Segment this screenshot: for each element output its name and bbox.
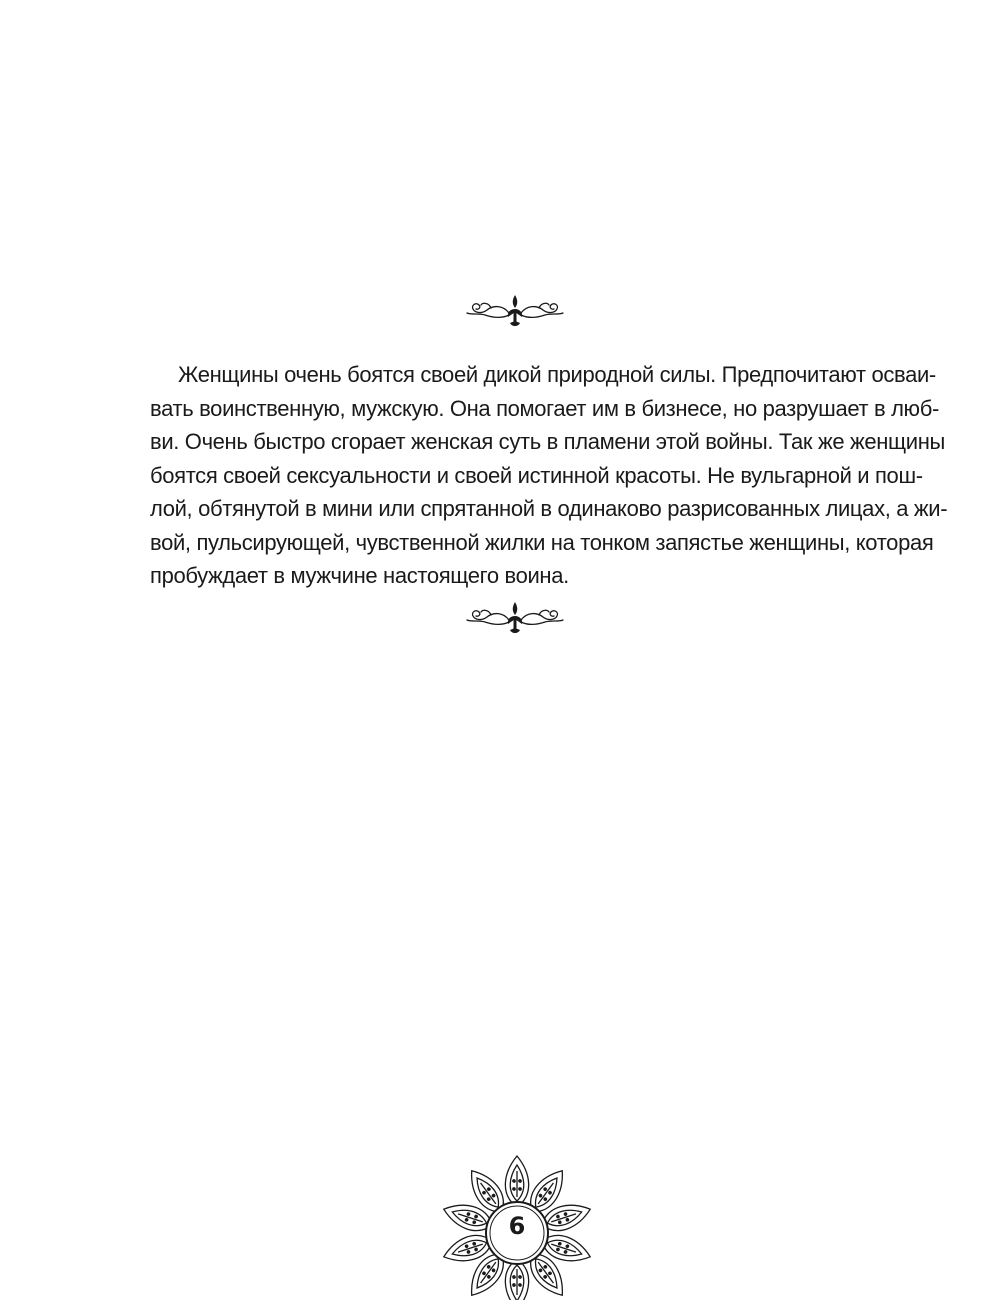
text-line: вой, пульсирующей, чувственной жилки на тонком запястье женщины, которая <box>150 529 934 555</box>
text-line: ви. Очень быстро сгорает женская суть в пламени этой войны. Так же женщины <box>150 429 945 454</box>
text-line: вать воинственную, мужскую. Она помогает им в бизнесе, но разрушает в люб- <box>150 395 939 421</box>
text-line: Женщины очень боятся своей дикой природной силы. Предпочитают осваи- <box>178 362 936 387</box>
flower-petal <box>505 1259 528 1300</box>
flourish-divider-icon <box>463 291 567 331</box>
flourish-divider-icon <box>463 598 567 638</box>
page-number: 6 <box>508 1212 526 1240</box>
text-line: пробуждает в мужчине настоящего воина. <box>150 563 569 588</box>
text-line: боятся своей сексуальности и своей истинной красоты. Не вульгарной и пош- <box>150 462 923 488</box>
flower-petal <box>505 1156 528 1207</box>
body-paragraph <box>150 358 948 593</box>
text-line: лой, обтянутой в мини или спрятанной в одинаково разрисованных лицах, а жи- <box>150 496 948 521</box>
